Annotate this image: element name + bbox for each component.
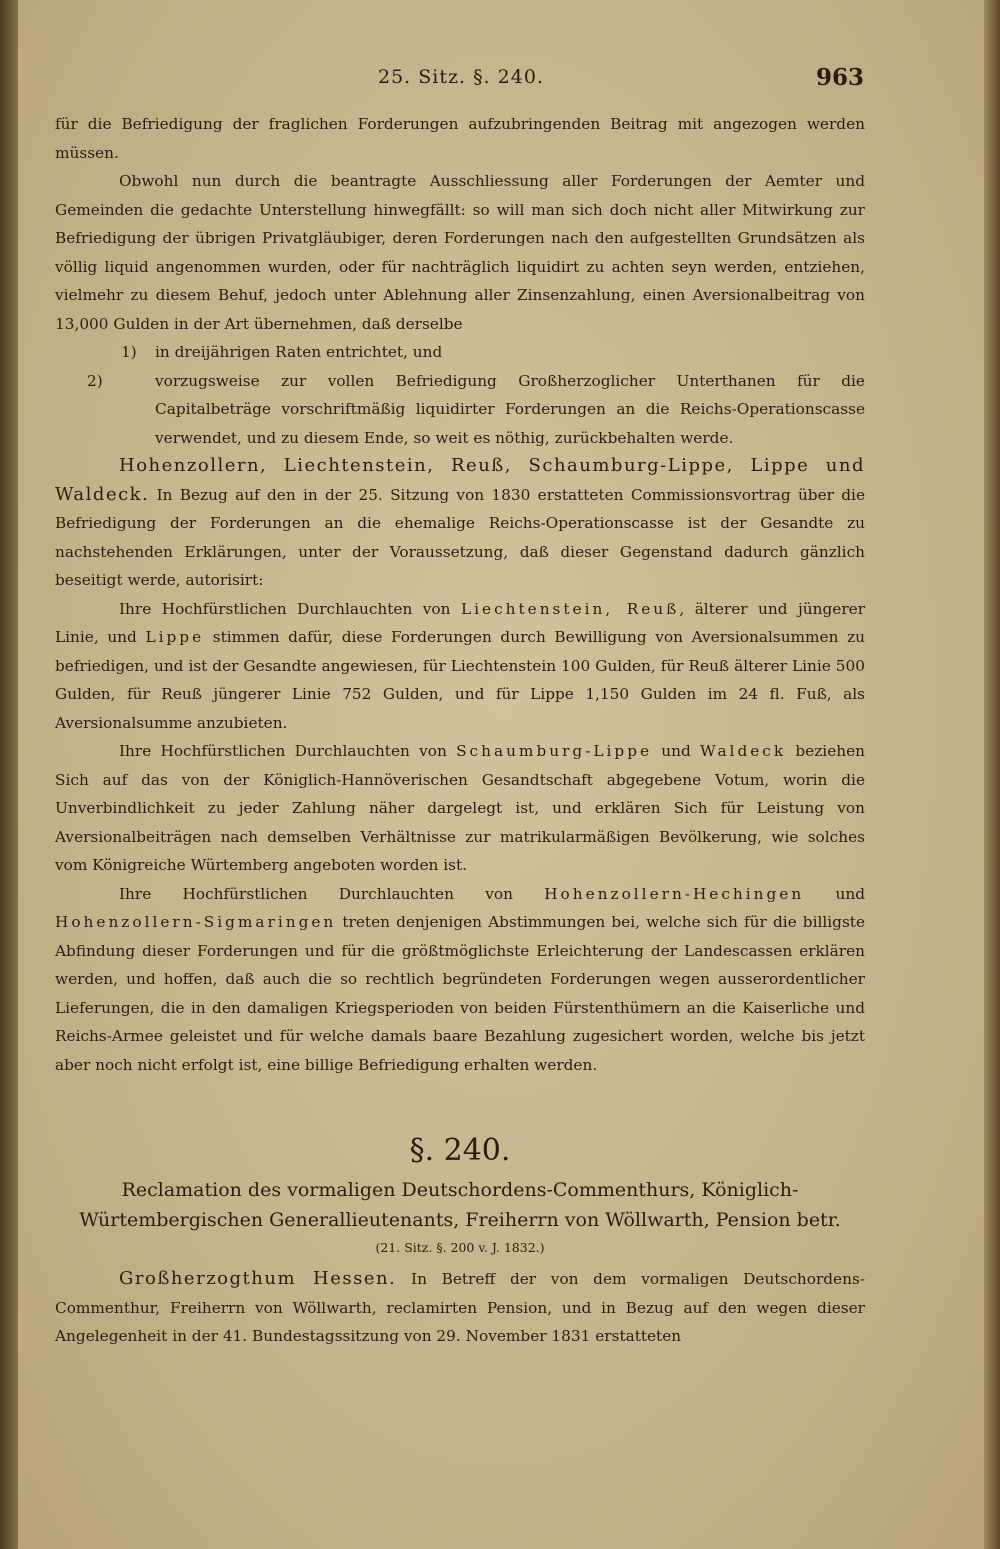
state-name: Hohenzollern-Sigmaringen bbox=[55, 913, 337, 931]
paragraph-liechtenstein-vote bbox=[55, 595, 865, 738]
state-name: Hohenzollern-Hechingen bbox=[544, 884, 805, 903]
document-page bbox=[18, 0, 984, 1549]
paragraph-hessen bbox=[55, 1265, 865, 1351]
list-item bbox=[121, 338, 865, 367]
paragraph-schaumburg-vote bbox=[55, 737, 865, 880]
state-names: Liechtenstein, Reuß bbox=[460, 599, 680, 618]
states-declaration-text: In Bezug auf den in der 25. Sitzung von 1830 erstatteten Commissionsvortrag über die Befriedigung der Forderungen an die ehemalige Reichs-Operationscasse ist der Gesandte zu nachstehenden Erklärungen, unter der Voraussetzung, daß dieser Gegenstand dadurch gänzlich beseitigt werde, autorisirt: bbox=[55, 485, 865, 589]
page-number: 963 bbox=[816, 64, 865, 91]
list-item-text: in dreijährigen Raten entrichtet, und bbox=[155, 343, 443, 361]
text-run: Ihre Hochfürstlichen Durchlauchten von bbox=[119, 884, 545, 903]
text-run: beziehen Sich auf das von der Königlich-Hannöverischen Gesandtschaft abgegebene Votum, worin die Unverbindlichkeit zu jeder Zahlung näher dargelegt ist, und erklären Sich für Leistung von Aversionalbeiträgen nach demselben Verhältnisse zur matrikularmäßigen Bevölkerung, wie solches vom Königreiche Würtemberg angeboten worden ist. bbox=[55, 742, 865, 874]
paragraph-continuation: für die Befriedigung der fraglichen Forderungen aufzubringenden Beitrag mit angezogen werden müssen. bbox=[55, 115, 865, 162]
section-number: §. 240. bbox=[409, 1133, 511, 1168]
paragraph-obwohl: Obwohl nun durch die beantragte Ausschliessung aller Forderungen der Aemter und Gemeinden die gedachte Unterstellung hinwegfällt: so will man sich doch nicht aller Mitwirkung zur Befriedigung der übrigen Privatgläubiger, deren Forderungen nach den aufgestellten Grundsätzen als völlig liquid angenommen wurden, oder für nachträglich liquidirt zu achten seyn werden, entziehen, vielmehr zu diesem Behuf, jedoch unter Ablehnung aller Zinsenzahlung, einen Aversionalbeitrag von 13,000 Gulden in der Art übernehmen, daß derselbe bbox=[55, 172, 865, 333]
list-item-text: vorzugsweise zur vollen Befriedigung Großherzoglicher Unterthanen für die Capitalbeträge vorschriftmäßig liquidirter Forderungen an die Reichs-Operationscasse verwendet, und zu diesem Ende, so weit es nöthig, zurückbehalten werde. bbox=[155, 371, 865, 447]
running-head-title: 25. Sitz. §. 240. bbox=[378, 66, 544, 88]
list-item bbox=[87, 367, 865, 453]
text-run: treten denjenigen Abstimmungen bei, welche sich für die billigste Abfindung dieser Forderungen und für die größtmöglichste Erleichterung der Landescassen erklären werden, und hoffen, daß auch die so rechtlich begründeten Forderungen wegen ausserordentlicher Lieferungen, die in den damaligen Kriegsperioden von beiden Fürstenthümern an die Kaiserliche und Reichs-Armee geleistet und für welche damals baare Bezahlung zugesichert worden, welche bis jetzt aber noch nicht erfolgt ist, eine billige Befriedigung erhalten werden. bbox=[55, 913, 865, 1074]
state-name: Schaumburg-Lippe bbox=[456, 742, 653, 760]
book-edge-right bbox=[984, 0, 1000, 1549]
states-heading: Hohenzollern, Liechtenstein, Reuß, Schaumburg-Lippe, Lippe und Waldeck. bbox=[55, 455, 865, 505]
paragraph-states-declaration bbox=[55, 452, 865, 595]
section-reference: (21. Sitz. §. 200 v. J. 1832.) bbox=[375, 1240, 545, 1255]
text-run: und bbox=[652, 742, 701, 760]
state-heading-hessen: Großherzogthum Hessen. bbox=[119, 1268, 397, 1289]
book-edge-left bbox=[0, 0, 18, 1549]
running-head bbox=[18, 66, 984, 96]
paragraph-hohenzollern-vote bbox=[55, 880, 865, 1080]
state-name: Waldeck bbox=[700, 742, 787, 760]
section-title: Reclamation des vormaligen Deutschordens-Commenthurs, Königlich-Würtembergischen Generallieutenants, Freiherrn von Wöllwarth, Pension betr. bbox=[79, 1179, 841, 1231]
list-item-number: 2) bbox=[87, 371, 103, 390]
list-item-number: 1) bbox=[121, 343, 137, 361]
text-run: Ihre Hochfürstlichen Durchlauchten von bbox=[119, 742, 457, 760]
text-run: Ihre Hochfürstlichen Durchlauchten von bbox=[119, 599, 461, 618]
text-run: stimmen dafür, diese Forderungen durch Bewilligung von Aversionalsummen zu befriedigen, und ist der Gesandte angewiesen, für Liechtenstein 100 Gulden, für Reuß älterer Linie 500 Gulden, für Reuß jüngerer Linie 752 Gulden, und für Lippe 1,150 Gulden im 24 fl. Fuß, als Aversionalsumme anzubieten. bbox=[55, 628, 865, 732]
page-body bbox=[55, 110, 865, 1351]
text-run: und bbox=[804, 884, 866, 903]
state-name: Lippe bbox=[145, 628, 205, 646]
text-run: , älterer und jüngerer Linie, und bbox=[55, 599, 866, 646]
hessen-text: In Betreff der von dem vormaligen Deutschordens-Commenthur, Freiherrn von Wöllwarth, reclamirten Pension, und in Bezug auf den wegen dieser Angelegenheit in der 41. Bundestagssitzung von 29. November 1831 erstatteten bbox=[55, 1270, 865, 1345]
